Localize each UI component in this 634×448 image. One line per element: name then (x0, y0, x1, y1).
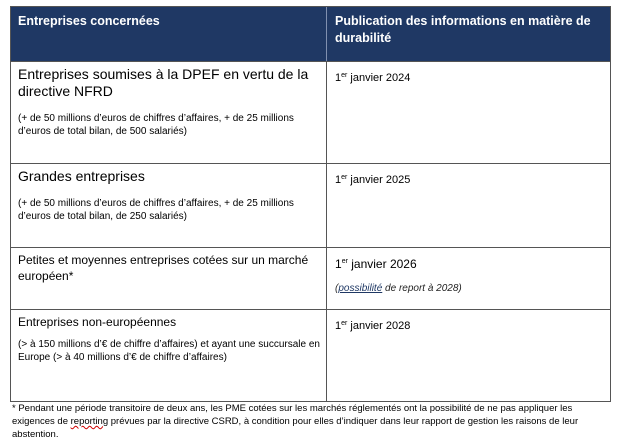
publication-date: 1er janvier 2028 (335, 320, 411, 332)
companies-cell (11, 62, 327, 163)
publication-date: 1er janvier 2026 (335, 257, 417, 271)
company-detail: (+ de 50 millions d’euros de chiffres d’affaires, + de 25 millions d’euros de total bilan, de 500 salariés) (18, 113, 294, 137)
companies-cell (11, 248, 327, 309)
table-row (11, 163, 610, 247)
postponement-note: (possibilité de report à 2028) (335, 283, 462, 294)
company-detail: (+ de 50 millions d’euros de chiffres d’affaires, + de 25 millions d’euros de total bilan, de 250 salariés) (18, 198, 294, 222)
footnote: * Pendant une période transitoire de deux ans, les PME cotées sur les marchés réglementés ont la possibilité de ne pas appliquer les exigences de reporting prévues par la directive CSRD, à condition pour elles d’indiquer dans leur rapport de gestion les raisons de leur abstention. (12, 403, 579, 440)
header-publication: Publication des informations en matière de durabilité (335, 14, 591, 45)
csrd-timeline-table (10, 6, 611, 402)
reporting-word: reporting (70, 416, 109, 427)
publication-date: 1er janvier 2024 (335, 72, 411, 84)
company-title: Entreprises non-européennes (18, 315, 177, 329)
date-cell (327, 248, 610, 309)
company-title: Grandes entreprises (18, 168, 145, 184)
company-title: Petites et moyennes entreprises cotées sur un marché européen* (18, 253, 309, 283)
table-row (11, 61, 610, 163)
company-detail: (> à 150 millions d’€ de chiffre d’affaires) et ayant une succursale en Europe (> à 40 millions d’€ de chiffre d’affaires) (18, 339, 320, 363)
date-cell (327, 62, 610, 163)
date-cell (327, 310, 610, 401)
table-row (11, 247, 610, 309)
date-cell (327, 164, 610, 247)
publication-date: 1er janvier 2025 (335, 174, 411, 186)
companies-cell (11, 310, 327, 401)
company-title: Entreprises soumises à la DPEF en vertu de la directive NFRD (18, 66, 309, 99)
table-row (11, 309, 610, 401)
possibility-link[interactable]: possibilité (338, 283, 383, 294)
companies-cell (11, 164, 327, 247)
table-header-row (11, 7, 610, 61)
header-companies: Entreprises concernées (11, 7, 327, 61)
